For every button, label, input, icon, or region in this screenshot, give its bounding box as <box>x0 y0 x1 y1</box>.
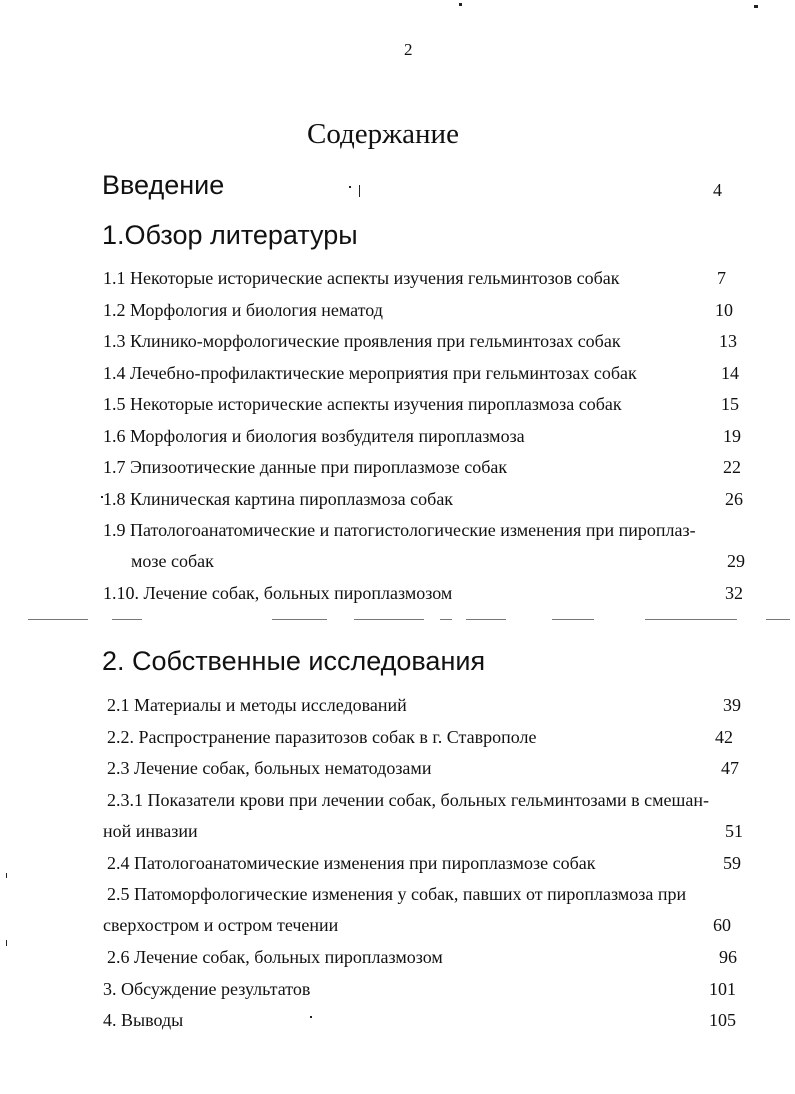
section2-heading: 2. Собственные исследования <box>102 646 486 676</box>
page-title: Содержание <box>307 118 459 150</box>
toc-page: 22 <box>723 457 741 477</box>
toc-entry: 1.10. Лечение собак, больных пироплазмозом <box>103 583 453 603</box>
page-number: 2 <box>404 40 413 59</box>
toc-page: 13 <box>719 331 737 351</box>
intro-heading: Введение <box>102 170 225 200</box>
scan-speck <box>6 873 7 878</box>
scan-line-artifact <box>272 619 327 620</box>
toc-page: 29 <box>727 551 745 571</box>
scan-speck <box>359 185 360 197</box>
toc-page: 60 <box>713 915 731 935</box>
toc-entry: 2.3.1 Показатели крови при лечении собак, больных гельминтозами в смешан- <box>107 790 709 810</box>
toc-entry-continuation: ной инвазии <box>103 821 198 841</box>
toc-page: 59 <box>723 853 741 873</box>
toc-entry: 1.6 Морфология и биология возбудителя пироплазмоза <box>103 426 525 446</box>
toc-page: 7 <box>717 268 726 288</box>
toc-entry: 2.5 Патоморфологические изменения у собак, павших от пироплазмоза при <box>107 884 687 904</box>
scan-line-artifact <box>466 619 506 620</box>
scan-line-artifact <box>354 619 424 620</box>
scan-speck <box>754 5 758 8</box>
toc-entry: 1.1 Некоторые исторические аспекты изучения гельминтозов собак <box>103 268 620 288</box>
toc-entry: 1.7 Эпизоотические данные при пироплазмозе собак <box>103 457 508 477</box>
toc-entry-continuation: мозе собак <box>131 551 214 571</box>
scan-speck <box>349 186 351 188</box>
toc-entry: 2.2. Распространение паразитозов собак в г. Ставрополе <box>107 727 537 747</box>
toc-page: 105 <box>709 1010 736 1030</box>
scan-speck <box>6 940 7 946</box>
toc-page: 96 <box>719 947 737 967</box>
toc-page: 42 <box>715 727 733 747</box>
toc-page: 39 <box>723 695 741 715</box>
toc-page: 14 <box>721 363 739 383</box>
toc-entry: 4. Выводы <box>103 1010 184 1030</box>
toc-page: 47 <box>721 758 739 778</box>
toc-page: 10 <box>715 300 733 320</box>
toc-page: 19 <box>723 426 741 446</box>
toc-page: 32 <box>725 583 743 603</box>
toc-entry: 1.3 Клинико-морфологические проявления при гельминтозах собак <box>103 331 621 351</box>
toc-page: 26 <box>725 489 743 509</box>
toc-entry: 2.3 Лечение собак, больных нематодозами <box>107 758 432 778</box>
scan-speck <box>101 496 103 498</box>
scan-line-artifact <box>766 619 790 620</box>
toc-entry: 1.2 Морфология и биология нематод <box>103 300 383 320</box>
toc-entry: 3. Обсуждение результатов <box>103 979 311 999</box>
toc-entry: 1.4 Лечебно-профилактические мероприятия при гельминтозах собак <box>103 363 637 383</box>
toc-entry: 2.1 Материалы и методы исследований <box>107 695 407 715</box>
toc-page: 51 <box>725 821 743 841</box>
toc-entry: 2.6 Лечение собак, больных пироплазмозом <box>107 947 443 967</box>
toc-entry: 2.4 Патологоанатомические изменения при пироплазмозе собак <box>107 853 596 873</box>
scan-line-artifact <box>28 619 88 620</box>
toc-entry: 1.8 Клиническая картина пироплазмоза собак <box>103 489 454 509</box>
intro-page: 4 <box>713 180 722 200</box>
scan-speck <box>459 3 462 6</box>
scan-line-artifact <box>552 619 594 620</box>
toc-entry-continuation: сверхостром и остром течении <box>103 915 339 935</box>
scan-line-artifact <box>645 619 737 620</box>
section1-heading: 1.Обзор литературы <box>102 220 358 250</box>
toc-entry: 1.5 Некоторые исторические аспекты изучения пироплазмоза собак <box>103 394 622 414</box>
scan-line-artifact <box>440 619 452 620</box>
toc-page: 15 <box>721 394 739 414</box>
toc-page: 101 <box>709 979 736 999</box>
toc-entry: 1.9 Патологоанатомические и патогистологические изменения при пироплаз- <box>103 520 696 540</box>
scan-speck <box>310 1016 312 1018</box>
scan-line-artifact <box>112 619 142 620</box>
